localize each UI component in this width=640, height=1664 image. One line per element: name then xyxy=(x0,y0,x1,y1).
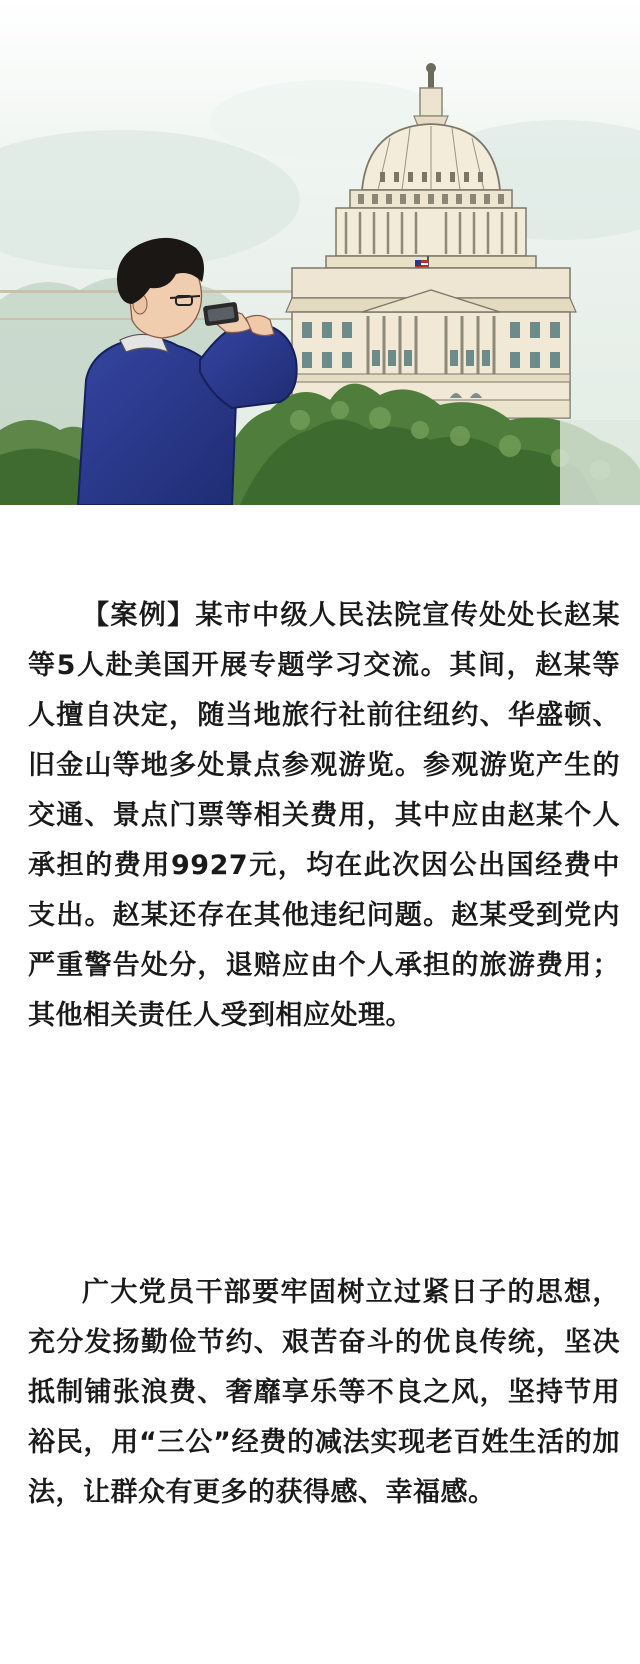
capitol-scene-image xyxy=(0,0,640,505)
appeal-text: 广大党员干部要牢固树立过紧日子的思想，充分发扬勤俭节约、艰苦奋斗的优良传统，坚决抵制铺张浪费、奢靡享乐等不良之风，坚持节用裕民，用“三公”经费的减法实现老百姓生活的加法，让群众有更多的获得感、幸福感。 xyxy=(28,1277,620,1508)
case-text: 某市中级人民法院宣传处处长赵某等5人赴美国开展专题学习交流。其间，赵某等人擅自决定，随当地旅行社前往纽约、华盛顿、旧金山等地多处景点参观游览。参观游览产生的交通、景点门票等相关费用，其中应由赵某个人承担的费用9927元，均在此次因公出国经费中支出。赵某还存在其他违纪问题。赵某受到党内严重警告处分，退赔应由个人承担的旅游费用；其他相关责任人受到相应处理。 xyxy=(28,600,621,1031)
case-tag: 【案例】 xyxy=(82,600,196,631)
appeal-paragraph xyxy=(28,1268,620,1518)
case-paragraph xyxy=(28,591,620,1041)
illustration xyxy=(0,0,640,505)
